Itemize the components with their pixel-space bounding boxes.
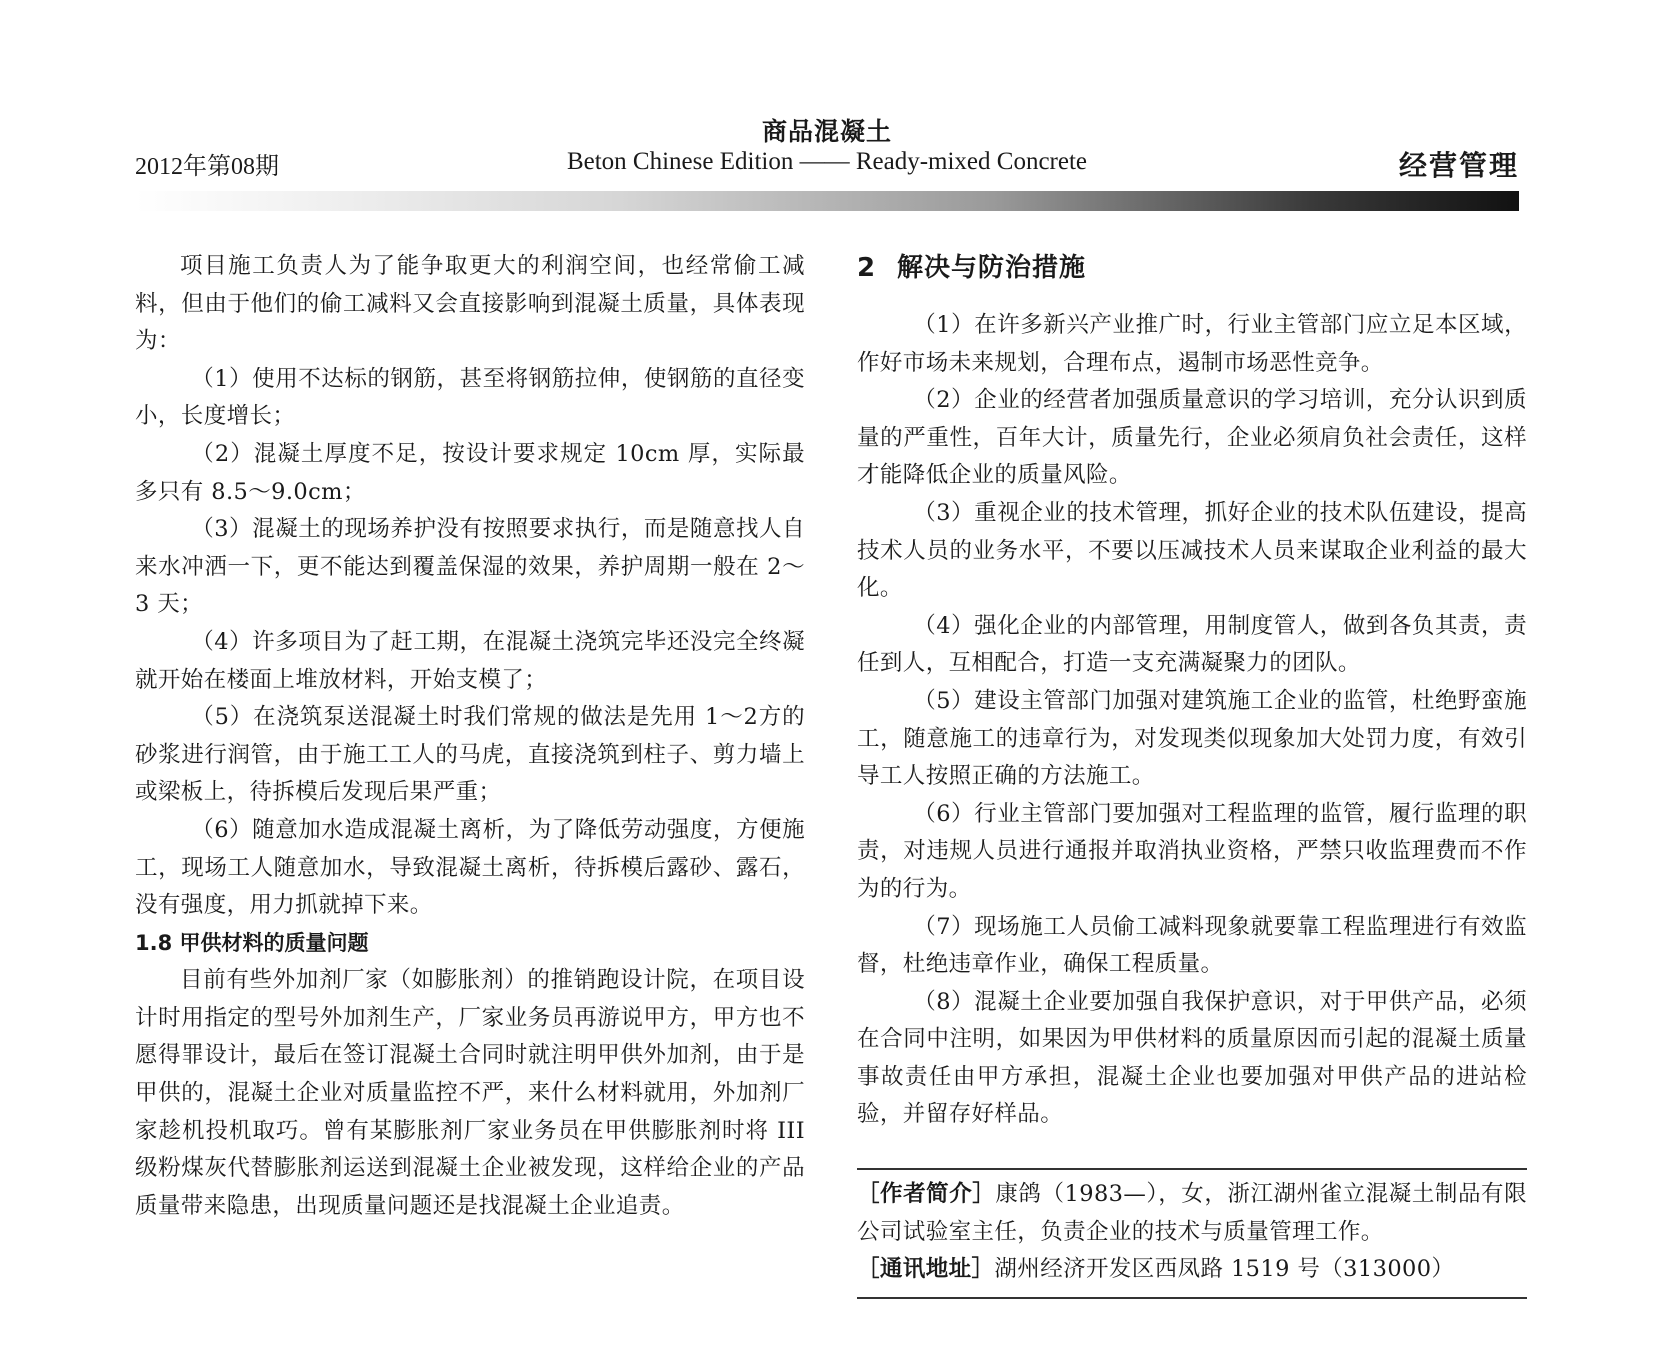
left-column [135, 248, 805, 1225]
section-label: 经营管理 [1398, 149, 1519, 182]
author-bio [857, 1176, 1527, 1251]
author-address-tag: ［通讯地址］ [857, 1256, 995, 1283]
list-item: （6）随意加水造成混凝土离析，为了降低劳动强度，方便施工，现场工人随意加水，导致混凝土离析，待拆模后露砂、露石，没有强度，用力抓就掉下来。 [135, 816, 805, 919]
list-item: （6）行业主管部门要加强对工程监理的监管，履行监理的职责，对违规人员进行通报并取消执业资格，严禁只收监理费而不作为的行为。 [857, 800, 1527, 902]
author-address [857, 1251, 1527, 1289]
list-item: （1）使用不达标的钢筋，甚至将钢筋拉伸，使钢筋的直径变小，长度增长； [135, 365, 805, 430]
section-heading [857, 248, 1527, 288]
list-item: （4）强化企业的内部管理，用制度管人，做到各负其责，责任到人，互相配合，打造一支充满凝聚力的团队。 [857, 612, 1527, 677]
list-item: （3）重视企业的技术管理，抓好企业的技术队伍建设，提高技术人员的业务水平，不要以压减技术人员来谋取企业利益的最大化。 [857, 499, 1527, 602]
list-item: （5）在浇筑泵送混凝土时我们常规的做法是先用 1～2方的砂浆进行润管，由于施工工人的马虎，直接浇筑到柱子、剪力墙上或梁板上，待拆模后发现后果严重； [135, 704, 805, 806]
section-number: 2 [857, 253, 877, 283]
list-item: （2）混凝土厚度不足，按设计要求规定 10cm 厚，实际最多只有 8.5～9.0cm； [135, 440, 805, 505]
author-address-text: 湖州经济开发区西凤路 1519 号（313000） [994, 1256, 1455, 1283]
author-bio-text: 康鸽（1983—），女，浙江湖州雀立混凝土制品有限公司试验室主任，负责企业的技术与质量管理工作。 [857, 1181, 1527, 1245]
list-item: （5）建设主管部门加强对建筑施工企业的监管，杜绝野蛮施工，随意施工的违章行为，对发现类似现象加大处罚力度，有效引导工人按照正确的方法施工。 [857, 687, 1527, 790]
subsection-heading: 1.8 甲供材料的质量问题 [135, 930, 369, 955]
right-column [857, 248, 1527, 1134]
list-item: （3）混凝土的现场养护没有按照要求执行，而是随意找人自来水冲洒一下，更不能达到覆盖保湿的效果，养护周期一般在 2～3 天； [135, 516, 805, 618]
list-item: （8）混凝土企业要加强自我保护意识，对于甲供产品，必须在合同中注明，如果因为甲供材料的质量原因而引起的混凝土质量事故责任由甲方承担，混凝土企业也要加强对甲供产品的进站检验，并留存好样品。 [857, 988, 1527, 1128]
intro-paragraph: 项目施工负责人为了能争取更大的利润空间，也经常偷工减料，但由于他们的偷工减料又会直接影响到混凝土质量，具体表现为： [135, 253, 805, 355]
header-gradient-bar [135, 191, 1519, 211]
list-item: （4）许多项目为了赶工期，在混凝土浇筑完毕还没完全终凝就开始在楼面上堆放材料，开始支模了； [135, 628, 805, 693]
list-item: （1）在许多新兴产业推广时，行业主管部门应立足本区域，作好市场未来规划，合理布点，遏制市场恶性竞争。 [857, 312, 1527, 376]
issue-label: 2012年第08期 [135, 154, 279, 180]
author-info-box [857, 1168, 1527, 1299]
list-item: （2）企业的经营者加强质量意识的学习培训，充分认识到质量的严重性，百年大计，质量先行，企业必须肩负社会责任，这样才能降低企业的质量风险。 [857, 387, 1527, 489]
list-item: （7）现场施工人员偷工减料现象就要靠工程监理进行有效监督，杜绝违章作业，确保工程质量。 [857, 913, 1527, 978]
journal-title-cn: 商品混凝土 [761, 117, 892, 146]
journal-title-en: Beton Chinese Edition —— Ready-mixed Concrete [566, 148, 1088, 175]
subsection-paragraph: 目前有些外加剂厂家（如膨胀剂）的推销跑设计院，在项目设计时用指定的型号外加剂生产，厂家业务员再游说甲方，甲方也不愿得罪设计，最后在签订混凝土合同时就注明甲供外加剂，由于是甲供的，混凝土企业对质量监控不严，来什么材料就用，外加剂厂家趁机投机取巧。曾有某膨胀剂厂家业务员在甲供膨胀剂时将 III 级粉煤灰代替膨胀剂运送到混凝土企业被发现，这样给企业的产品质量带来隐患，出现质量问题还是找混凝土企业追责。 [135, 967, 805, 1219]
section-title: 解决与防治措施 [897, 253, 1087, 283]
author-bio-tag: ［作者简介］ [857, 1181, 996, 1207]
